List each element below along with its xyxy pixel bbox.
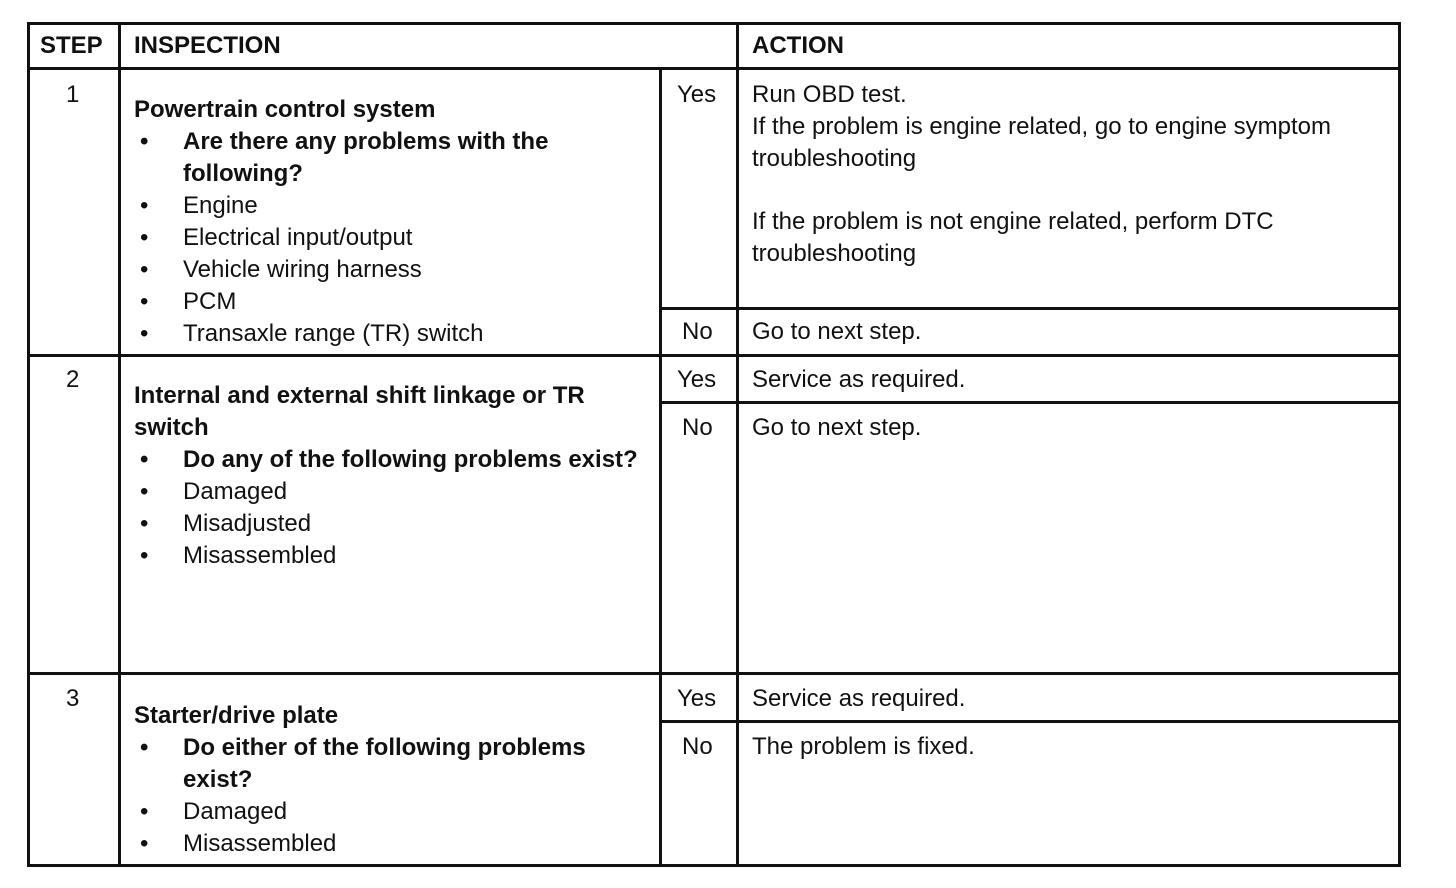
step-1-yes-label: Yes: [677, 81, 717, 108]
step-1-yes-action-line4: If the problem is not engine related, perform DTC: [752, 208, 1274, 235]
step-1-checklist: [135, 126, 653, 350]
bullet-icon: •: [140, 288, 149, 315]
step2-yesno-divider: [659, 401, 1401, 404]
step-1-number: 1: [66, 81, 80, 108]
bullet-icon: •: [140, 510, 149, 537]
step-2-no-action: Go to next step.: [752, 414, 922, 441]
step-3-yes-label: Yes: [677, 685, 717, 712]
list-item: • Transaxle range (TR) switch: [135, 318, 653, 350]
list-item: • Damaged: [135, 476, 653, 508]
step-2-question: • Do any of the following problems exist?: [135, 444, 653, 476]
bullet-icon: •: [140, 446, 149, 473]
step-2-yes-label: Yes: [677, 366, 717, 393]
step-3-checklist: [135, 732, 653, 860]
header-inspection: INSPECTION: [134, 32, 281, 59]
bullet-icon: •: [140, 224, 149, 251]
list-item: • Electrical input/output: [135, 222, 653, 254]
column-divider-yesno: [659, 69, 662, 867]
list-item: • Misassembled: [135, 540, 653, 572]
bullet-icon: •: [140, 478, 149, 505]
step-1-yes-action-line3: troubleshooting: [752, 145, 917, 172]
step-2-checklist: [135, 444, 653, 572]
bullet-icon: •: [140, 542, 149, 569]
step-1-question: • Are there any problems with the following?: [140, 128, 549, 187]
list-item: • Engine: [135, 190, 653, 222]
step-3-number: 3: [66, 685, 80, 712]
bullet-icon: •: [140, 798, 149, 825]
step-3-no-label: No: [682, 733, 713, 760]
step-1-no-label: No: [682, 318, 713, 345]
step-1-title: Powertrain control system: [134, 96, 436, 123]
step-2-yes-action: Service as required.: [752, 366, 966, 393]
step3-yesno-divider: [659, 720, 1401, 723]
header-step: STEP: [40, 32, 103, 59]
step-3-question: • Do either of the following problems exist?: [140, 734, 586, 793]
step-1-yes-action-line2: If the problem is engine related, go to engine symptom: [752, 113, 1331, 140]
bullet-icon: •: [140, 192, 149, 219]
bullet-icon: •: [140, 320, 149, 347]
list-item: • PCM: [135, 286, 653, 318]
bullet-icon: •: [140, 830, 149, 857]
step1-yesno-divider: [659, 307, 1401, 310]
step-3-yes-action: Service as required.: [752, 685, 966, 712]
step1-bottom-divider: [27, 354, 1401, 357]
list-item: • Misadjusted: [135, 508, 653, 540]
step-1-yes-action-line5: troubleshooting: [752, 240, 917, 267]
bullet-icon: •: [140, 256, 149, 283]
bullet-icon: •: [140, 128, 149, 155]
header-action: ACTION: [752, 32, 844, 59]
step-3-title: Starter/drive plate: [134, 702, 339, 729]
header-divider: [27, 67, 1401, 70]
column-divider-action: [736, 22, 739, 867]
step-2-title-line1: Internal and external shift linkage or TR: [134, 382, 585, 409]
list-item: • Misassembled: [135, 828, 653, 860]
list-item: • Vehicle wiring harness: [135, 254, 653, 286]
column-divider-step: [118, 22, 121, 867]
step-1-yes-action-line1: Run OBD test.: [752, 81, 907, 108]
list-item: • Damaged: [135, 796, 653, 828]
bullet-icon: •: [140, 734, 149, 761]
step-2-number: 2: [66, 366, 80, 393]
step-2-no-label: No: [682, 414, 713, 441]
step-1-no-action: Go to next step.: [752, 318, 922, 345]
step-3-no-action: The problem is fixed.: [752, 733, 975, 760]
step-2-title-line2: switch: [134, 414, 209, 441]
step2-bottom-divider: [27, 672, 1401, 675]
